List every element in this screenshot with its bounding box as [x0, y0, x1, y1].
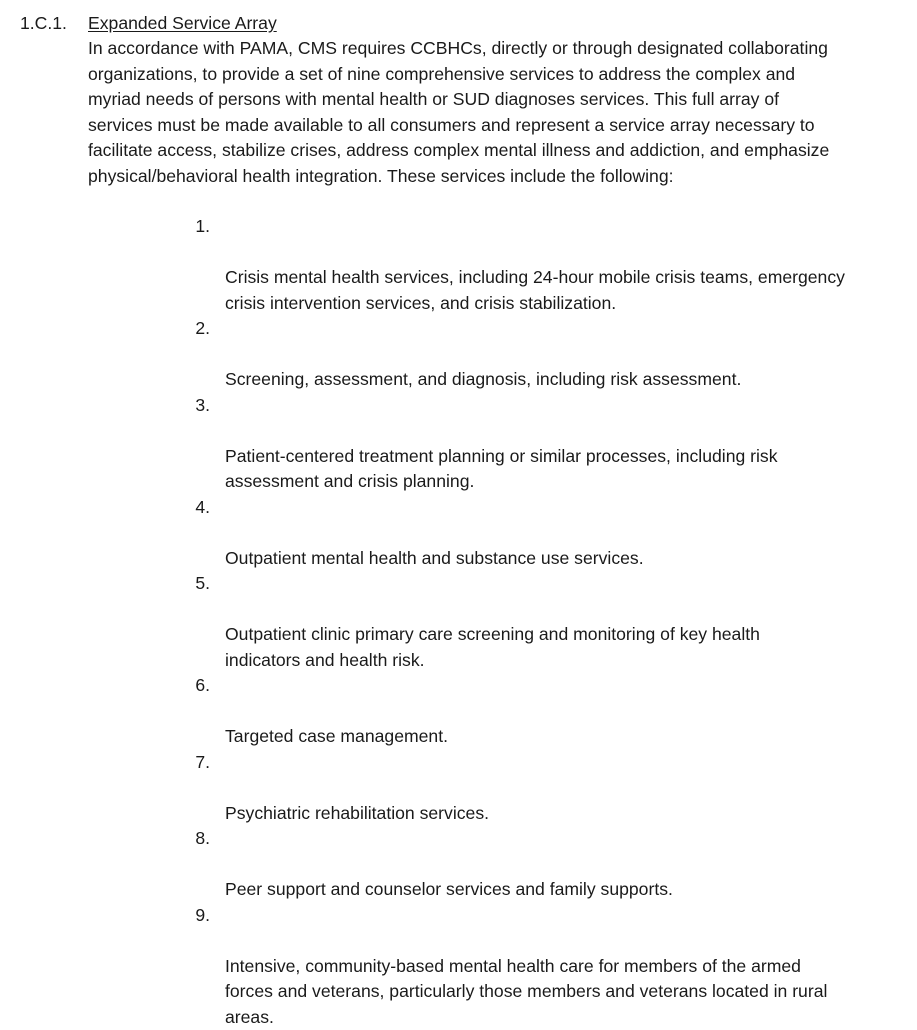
- list-item-number: 6.: [190, 673, 210, 699]
- list-item-text: Intensive, community-based mental health care for members of the armed forces and veterans, particularly those members and veterans located in rural areas.: [225, 956, 827, 1027]
- list-item-number: 9.: [190, 903, 210, 929]
- list-item: [190, 903, 910, 1030]
- paragraph-line: services must be made available to all consumers and represent a service array necessary to: [88, 113, 900, 139]
- services-list: [190, 214, 910, 1030]
- list-item-number: 1.: [190, 214, 210, 240]
- list-item-number: 2.: [190, 316, 210, 342]
- list-item-number: 3.: [190, 393, 210, 419]
- list-item: [190, 826, 910, 903]
- paragraph-line: organizations, to provide a set of nine comprehensive services to address the complex and: [88, 62, 900, 88]
- list-item-text: Outpatient clinic primary care screening and monitoring of key health indicators and health risk.: [225, 624, 760, 670]
- list-item-number: 5.: [190, 571, 210, 597]
- list-item-text: Outpatient mental health and substance use services.: [225, 548, 644, 568]
- list-item-number: 8.: [190, 826, 210, 852]
- list-item-text: Targeted case management.: [225, 726, 448, 746]
- list-item: [190, 316, 910, 393]
- paragraph-line: facilitate access, stabilize crises, address complex mental illness and addiction, and emphasize: [88, 138, 900, 164]
- list-item: [190, 214, 910, 316]
- list-item-text: Screening, assessment, and diagnosis, including risk assessment.: [225, 369, 741, 389]
- list-item-text: Patient-centered treatment planning or similar processes, including risk assessment and crisis planning.: [225, 446, 778, 492]
- section-number: 1.C.1.: [20, 11, 67, 37]
- list-item-number: 7.: [190, 750, 210, 776]
- list-item: [190, 571, 910, 673]
- list-item: [190, 673, 910, 750]
- list-item-text: Crisis mental health services, including 24-hour mobile crisis teams, emergency crisis intervention services, and crisis stabilization.: [225, 267, 845, 313]
- list-item: [190, 393, 910, 495]
- section-heading: Expanded Service Array: [88, 11, 277, 37]
- paragraph-line: physical/behavioral health integration. These services include the following:: [88, 164, 900, 190]
- list-item: [190, 495, 910, 572]
- list-item-number: 4.: [190, 495, 210, 521]
- paragraph-line: In accordance with PAMA, CMS requires CCBHCs, directly or through designated collaborating: [88, 36, 900, 62]
- list-item-text: Peer support and counselor services and family supports.: [225, 879, 673, 899]
- list-item-text: Psychiatric rehabilitation services.: [225, 803, 489, 823]
- paragraph-line: myriad needs of persons with mental health or SUD diagnoses services. This full array of: [88, 87, 900, 113]
- intro-paragraph: [88, 36, 900, 189]
- list-item: [190, 750, 910, 827]
